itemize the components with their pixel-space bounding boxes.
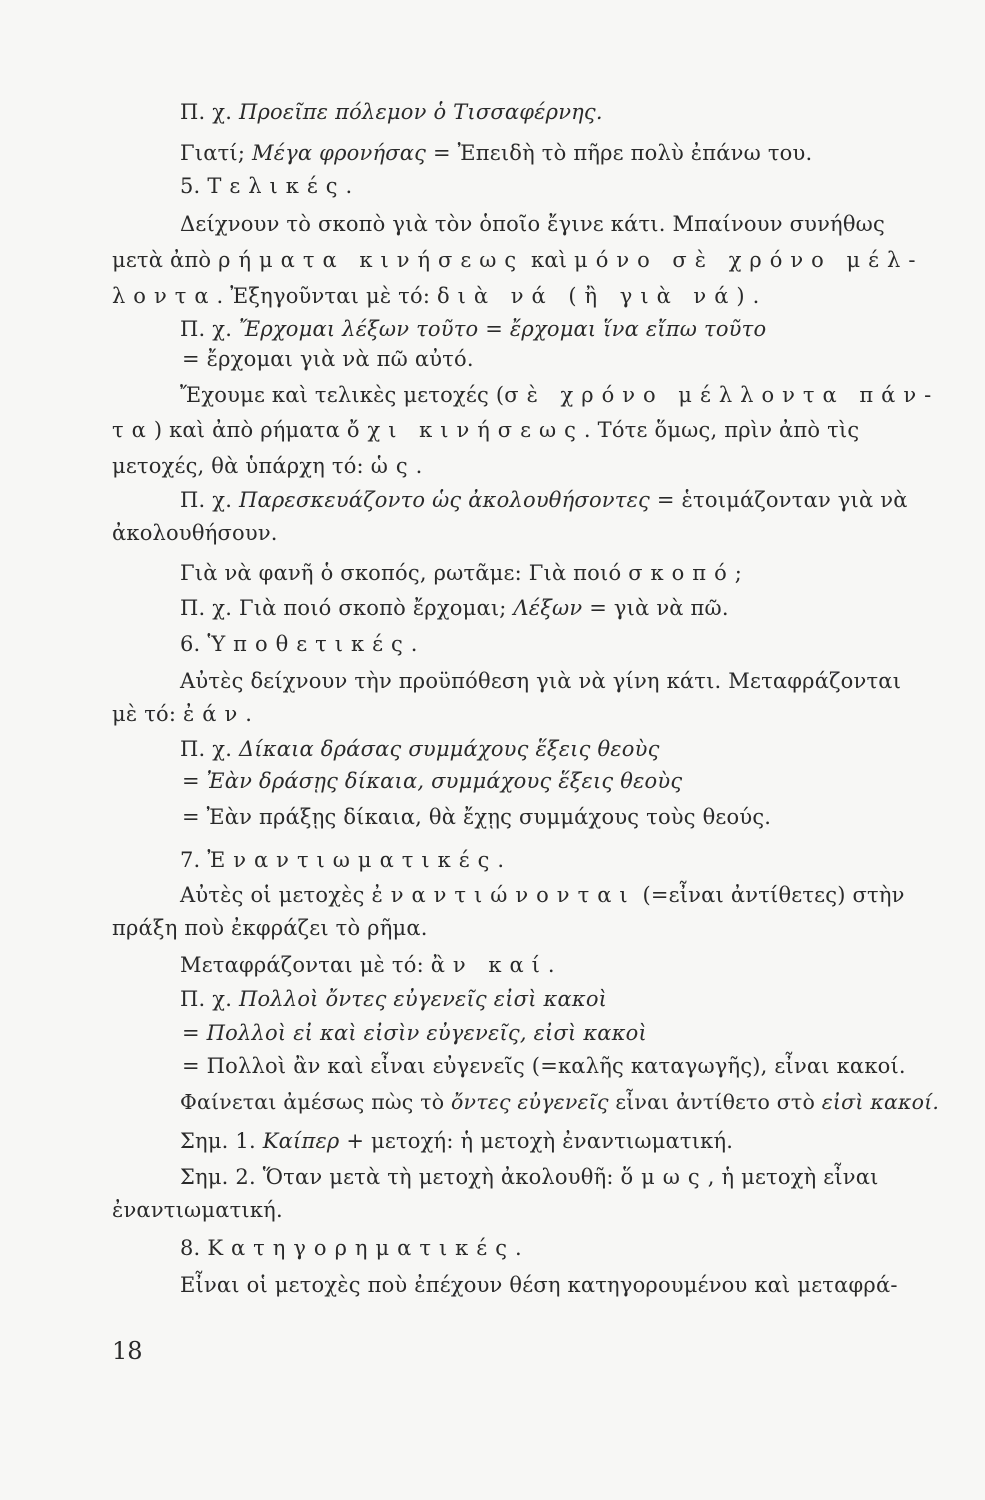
text-line: μὲ τό: ἐάν. <box>112 702 260 726</box>
text-line: ἀκολουθήσουν. <box>112 521 278 545</box>
section-heading: 8. Κατηγορηματικές. <box>180 1236 530 1260</box>
note-line: Σημ. 2. Ὅταν μετὰ τὴ μετοχὴ ἀκολουθῆ: ὅμως, ἡ μετοχὴ εἶναι <box>180 1165 879 1189</box>
example-line: Π. χ. Δίκαια δράσας συμμάχους ἕξεις θεοὺς <box>180 737 660 761</box>
example-line: Π. χ. Γιὰ ποιό σκοπὸ ἔρχομαι; Λέξων = γιὰ νὰ πῶ. <box>180 596 729 620</box>
text-line: Εἶναι οἱ μετοχὲς ποὺ ἐπέχουν θέση κατηγορουμένου καὶ μεταφρά- <box>180 1273 898 1297</box>
text-line: Αὐτὲς οἱ μετοχὲς ἐναντιώνονται (=εἶναι ἀντίθετες) στὴν <box>180 883 905 907</box>
text-line: λοντα. Ἐξηγοῦνται μὲ τό: διὰ νά (ἢ γιὰ νά). <box>112 284 768 308</box>
section-heading: 7. Ἐναντιωματικές. <box>180 848 513 872</box>
text-line: Π. χ. Προεῖπε πόλεμον ὁ Τισσαφέρνης. <box>180 100 603 124</box>
example-line: = Ἐὰν δράσῃς δίκαια, συμμάχους ἕξεις θεοὺς <box>182 769 683 793</box>
note-line: Σημ. 1. Καίπερ + μετοχή: ἡ μετοχὴ ἐναντιωματική. <box>180 1129 734 1153</box>
section-heading: 6. Ὑποθετικές. <box>180 632 426 656</box>
text-line: μετοχές, θὰ ὑπάρχη τό: ὡς. <box>112 454 431 478</box>
text-line: Αὐτὲς δείχνουν τὴν προϋπόθεση γιὰ νὰ γίνη κάτι. Μεταφράζονται <box>180 669 902 693</box>
text-line: ἐναντιωματική. <box>112 1198 283 1222</box>
text-line: Φαίνεται ἀμέσως πὼς τὸ ὄντες εὐγενεῖς εἶναι ἀντίθετο στὸ εἰσὶ κακοί. <box>180 1090 940 1114</box>
example-line: Π. χ. Ἔρχομαι λέξων τοῦτο = ἔρχομαι ἵνα εἴπω τοῦτο <box>180 317 767 341</box>
example-line: = Πολλοὶ εἰ καὶ εἰσὶν εὐγενεῖς, εἰσὶ κακοὶ <box>182 1021 647 1045</box>
text-line: = Πολλοὶ ἂν καὶ εἶναι εὐγενεῖς (=καλῆς καταγωγῆς), εἶναι κακοί. <box>182 1054 906 1078</box>
text-line: Μεταφράζονται μὲ τό: ἂν καί. <box>180 953 563 977</box>
text-line: τα) καὶ ἀπὸ ρήματα ὄχι κινήσεως. Τότε ὅμως, πρὶν ἀπὸ τὶς <box>112 418 860 442</box>
example-line: Π. χ. Παρεσκευάζοντο ὡς ἀκολουθήσοντες = ἑτοιμάζονταν γιὰ νὰ <box>180 488 908 512</box>
text-line: μετὰ ἀπὸ ρήματα κινήσεως καὶ μόνο σὲ χρόνο μέλ- <box>112 248 924 272</box>
text-line: = Ἐὰν πράξῃς δίκαια, θὰ ἔχῃς συμμάχους τοὺς θεούς. <box>182 805 772 829</box>
text-line: = ἔρχομαι γιὰ νὰ πῶ αὐτό. <box>182 347 474 371</box>
page-number: 18 <box>112 1337 143 1365</box>
text-line: Γιατί; Μέγα φρονήσας = Ἐπειδὴ τὸ πῆρε πολὺ ἐπάνω του. <box>180 141 813 165</box>
text-line: Ἔχουμε καὶ τελικὲς μετοχές (σὲ χρόνο μέλλοντα πάν- <box>180 383 940 407</box>
text-line: Γιὰ νὰ φανῆ ὁ σκοπός, ρωτᾶμε: Γιὰ ποιό σκοπό; <box>180 561 750 585</box>
text-line: Δείχνουν τὸ σκοπὸ γιὰ τὸν ὁποῖο ἔγινε κάτι. Μπαίνουν συνήθως <box>180 212 885 236</box>
text-line: πράξη ποὺ ἐκφράζει τὸ ρῆμα. <box>112 916 428 940</box>
section-heading: 5. Τελικές. <box>180 174 361 198</box>
example-line: Π. χ. Πολλοὶ ὄντες εὐγενεῖς εἰσὶ κακοὶ <box>180 987 608 1011</box>
